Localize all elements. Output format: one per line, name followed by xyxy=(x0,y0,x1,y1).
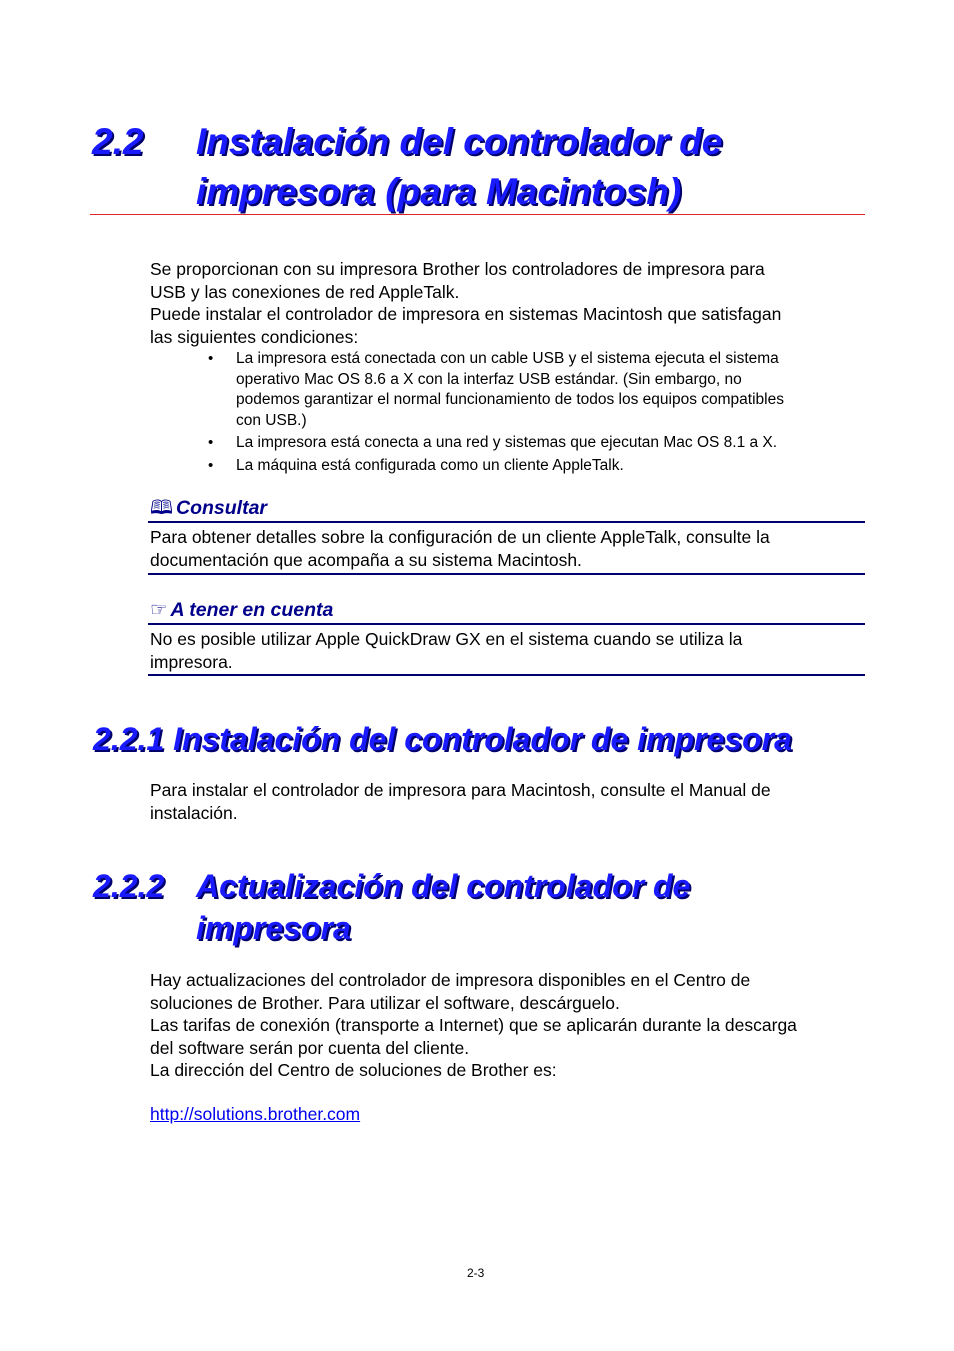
list-item xyxy=(208,349,784,431)
note-consultar-title xyxy=(150,496,267,520)
section-number: 2.2 xyxy=(92,121,144,162)
list-item-line: con USB.) xyxy=(236,411,307,429)
list-item-line: La impresora está conectada con un cable USB y el sistema ejecuta el sistema xyxy=(236,350,779,367)
list-item-line: podemos garantizar el normal funcionamiento de todos los equipos compatibles xyxy=(236,391,784,408)
body-line: soluciones de Brother. Para utilizar el software, descárguelo. xyxy=(150,992,620,1013)
note-tener-title xyxy=(150,598,333,622)
heading-rule xyxy=(90,214,865,215)
intro-line: USB y las conexiones de red AppleTalk. xyxy=(150,281,460,302)
note-bottom-rule xyxy=(148,674,865,676)
subsection-2-2-2-body xyxy=(150,969,797,1082)
intro-line: Puede instalar el controlador de impresora en sistemas Macintosh que satisfagan xyxy=(150,304,782,324)
section-title-line2: impresora (para Macintosh) xyxy=(196,171,682,212)
subsection-2-2-1-title: 2.2.1 Instalación del controlador de impresora xyxy=(93,721,792,757)
page-number: 2-3 xyxy=(467,1266,485,1280)
subsection-2-2-2-number: 2.2.2 xyxy=(93,868,165,904)
book-icon: 🕮 xyxy=(150,497,173,519)
list-item xyxy=(208,433,784,454)
note-bottom-rule xyxy=(148,573,865,575)
note-top-rule xyxy=(148,623,865,625)
body-line: del software serán por cuenta del cliente. xyxy=(150,1037,470,1058)
note-title-text: A tener en cuenta xyxy=(170,599,334,621)
note-line: No es posible utilizar Apple QuickDraw GX en el sistema cuando se utiliza la xyxy=(150,629,743,649)
body-line: Hay actualizaciones del controlador de impresora disponibles en el Centro de xyxy=(150,970,751,990)
solutions-center-link[interactable]: http://solutions.brother.com xyxy=(150,1104,361,1124)
body-line: Para instalar el controlador de impresora para Macintosh, consulte el Manual de xyxy=(150,780,771,800)
list-item-line: La impresora está conecta a una red y sistemas que ejecutan Mac OS 8.1 a X. xyxy=(236,434,778,451)
list-item xyxy=(208,456,784,477)
subsection-2-2-2-title-line2: impresora xyxy=(196,910,351,946)
note-consultar-body xyxy=(150,526,770,571)
intro-line: las siguientes condiciones: xyxy=(150,326,359,347)
intro-line: Se proporcionan con su impresora Brother los controladores de impresora para xyxy=(150,259,765,279)
body-line: Las tarifas de conexión (transporte a Internet) que se aplicarán durante la descarga xyxy=(150,1015,797,1035)
note-line: impresora. xyxy=(150,651,233,672)
intro-paragraphs xyxy=(150,258,781,348)
bullet-mark: • xyxy=(208,350,214,367)
subsection-2-2-2-title-line1: Actualización del controlador de xyxy=(196,868,691,904)
note-title-text: Consultar xyxy=(176,497,268,519)
note-tener-body xyxy=(150,628,742,673)
subsection-2-2-1-body xyxy=(150,779,771,824)
note-line: documentación que acompaña a su sistema Macintosh. xyxy=(150,549,582,570)
list-item-line: La máquina está configurada como un cliente AppleTalk. xyxy=(236,456,624,474)
body-line: La dirección del Centro de soluciones de Brother es: xyxy=(150,1060,557,1080)
section-title-line1: Instalación del controlador de xyxy=(196,121,723,162)
body-line: instalación. xyxy=(150,802,238,823)
note-top-rule xyxy=(148,521,865,523)
bullet-mark: • xyxy=(208,434,214,451)
pointing-hand-icon: ☞ xyxy=(150,599,168,621)
note-line: Para obtener detalles sobre la configuración de un cliente AppleTalk, consulte la xyxy=(150,527,770,547)
list-item-line: operativo Mac OS 8.6 a X con la interfaz USB estándar. (Sin embargo, no xyxy=(236,370,742,388)
bullet-mark: • xyxy=(208,456,214,474)
conditions-list xyxy=(208,349,784,476)
